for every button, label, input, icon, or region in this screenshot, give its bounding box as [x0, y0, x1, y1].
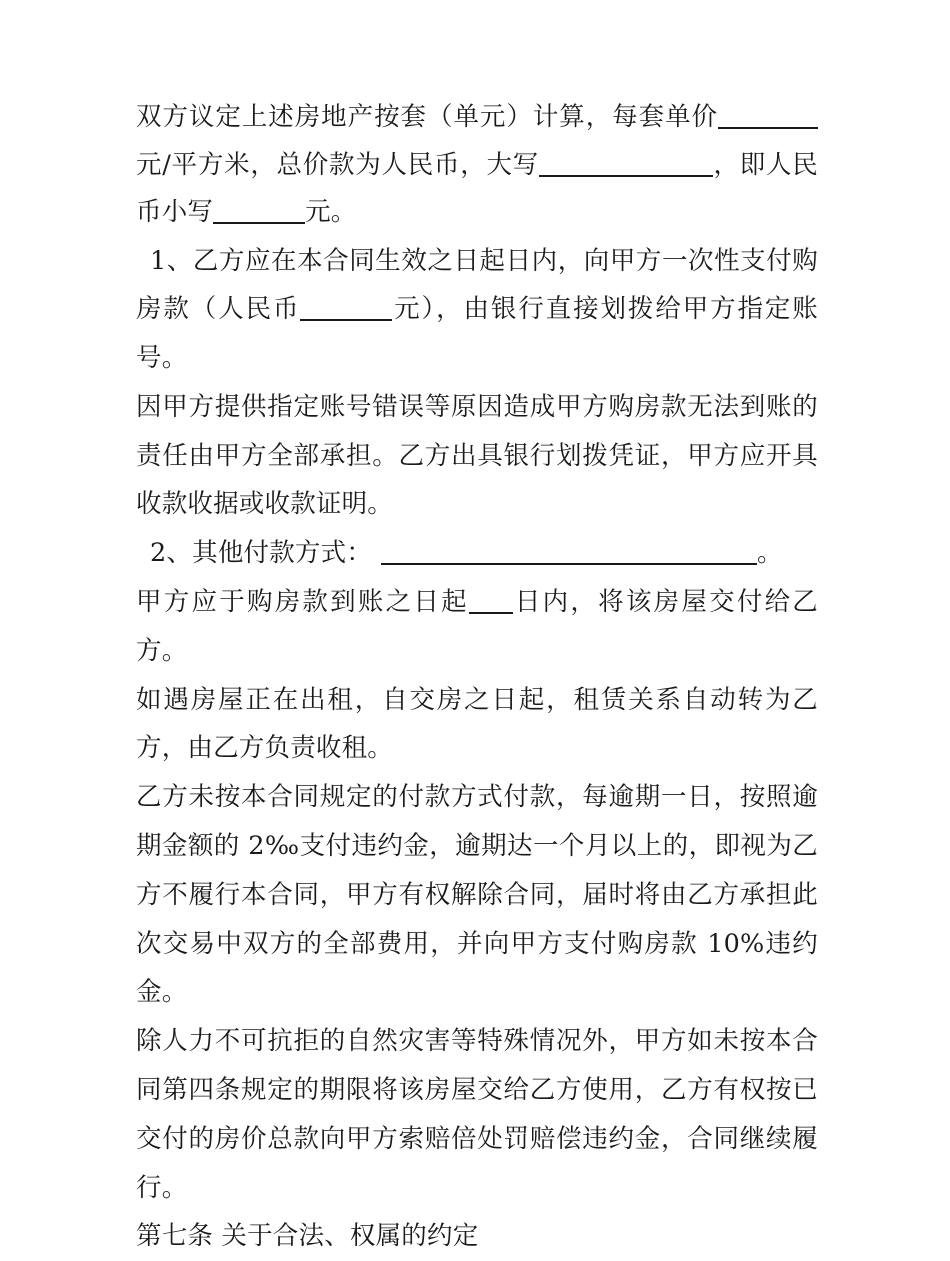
paragraph-text: 。 — [757, 538, 783, 569]
handover-deadline-paragraph — [136, 578, 818, 676]
paragraph-text: 如遇房屋正在出租，自交房之日起，租赁关系自动转为乙方，由乙方负责收租。 — [136, 684, 818, 764]
other-payment-method-blank[interactable] — [381, 546, 757, 565]
paragraph-text: 元），由银行直接划拨给甲方指定账号。 — [136, 294, 819, 374]
buyer-late-payment-penalty-paragraph — [136, 773, 818, 1017]
paragraph-text: 除人力不可抗拒的自然灾害等特殊情况外，甲方如未按本合同第四条规定的期限将该房屋交给乙方使用，乙方有权按已交付的房价总款向甲方索赔倍处罚赔偿违约金，合同继续履行。 — [136, 1026, 818, 1203]
total-price-lowercase-blank[interactable] — [213, 205, 305, 224]
handover-days-blank[interactable] — [469, 595, 513, 614]
total-price-uppercase-blank[interactable] — [539, 158, 713, 177]
document-body — [136, 94, 818, 1261]
paragraph-text: 元/平方米，总价款为人民币，大写 — [136, 149, 540, 180]
paragraph-text: 双方议定上述房地产按套（单元）计算，每套单价 — [136, 102, 718, 132]
paragraph-text: 第七条 关于合法、权属的约定 — [136, 1221, 479, 1252]
paragraph-text: 甲方应于购房款到账之日起 — [136, 587, 469, 618]
price-calculation-paragraph — [136, 94, 818, 237]
seller-late-handover-penalty-paragraph — [136, 1017, 818, 1212]
paragraph-text: 日内，将该房屋交付给乙方。 — [136, 587, 819, 666]
existing-lease-paragraph — [136, 676, 818, 774]
paragraph-text: 2、其他付款方式： — [150, 538, 373, 569]
clause-1-lump-sum-payment — [136, 237, 818, 383]
paragraph-text: ，即人民币小写 — [136, 149, 818, 227]
paragraph-text: 乙方未按本合同规定的付款方式付款，每逾期一日，按照逾期金额的 2‰支付违约金，逾期达一个月以上的，即视为乙方不履行本合同，甲方有权解除合同，届时将由乙方承担此次交易中双方的全部费用，并向甲方支付购房款 10%违约金。 — [136, 782, 818, 1008]
paragraph-text: 因甲方提供指定账号错误等原因造成甲方购房款无法到账的责任由甲方全部承担。乙方出具银行划拨凭证，甲方应开具收款收据或收款证明。 — [136, 391, 818, 520]
wrong-account-liability-paragraph — [136, 383, 818, 529]
unit-price-blank[interactable] — [718, 110, 818, 129]
article-seven-heading — [136, 1212, 818, 1261]
paragraph-text: 元。 — [305, 197, 357, 227]
purchase-amount-blank[interactable] — [300, 302, 392, 321]
paragraph-text: 1、乙方应在本合同生效之日起日内，向甲方一次性支付购房款（人民币 — [136, 245, 818, 325]
clause-2-other-payment-method — [136, 529, 818, 578]
